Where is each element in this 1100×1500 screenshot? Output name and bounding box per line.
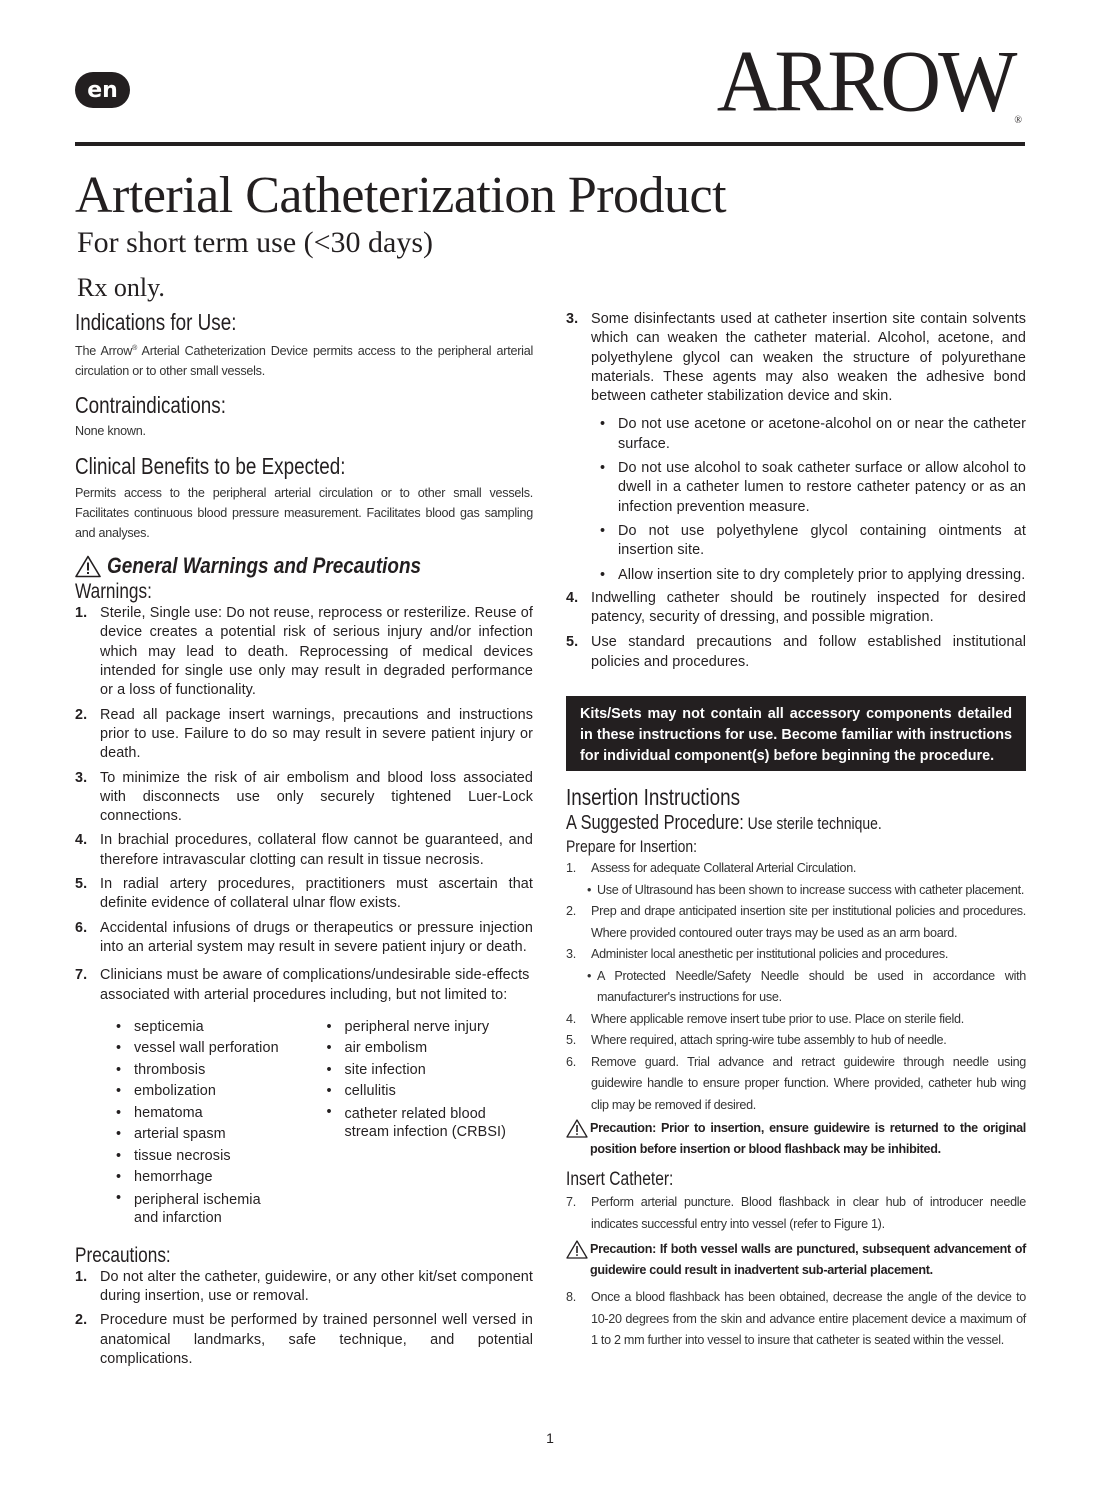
list-item: 1. Do not alter the catheter, guidewire, or any other kit/set component during insertion, use or removal. (75, 1268, 533, 1305)
header-rule (75, 142, 1025, 146)
list-item: • tissue necrosis (112, 1146, 323, 1168)
warnings-heading: Warnings: (75, 580, 152, 604)
complications-list (112, 1017, 533, 1228)
list-item: • catheter related blood stream infection (CRBSI) (323, 1103, 513, 1142)
rx-only-note: Rx only. (77, 273, 165, 302)
list-item: 1. Sterile, Single use: Do not reuse, reprocess or resterilize. Reuse of device creates a potential risk of serious injury and/or infection which may lead to death. Reprocessing of medical devices intended for single use only may result in degraded performance or a loss of functionality. (75, 605, 533, 699)
warning-triangle-icon (566, 1240, 588, 1259)
list-item: • vessel wall perforation (112, 1038, 323, 1060)
list-item: • arterial spasm (112, 1124, 323, 1146)
insert-steps-continued (566, 1287, 1026, 1352)
list-item: 3. Administer local anesthetic per institutional policies and procedures. • A Protected Needle/Safety Needle should be used in accordance with manufacturer's instructions for use. (566, 944, 1026, 1009)
caution-guidewire: Precaution: Prior to insertion, ensure guidewire is returned to the original position before insertion or blood flashback may be inhibited. (566, 1118, 1026, 1160)
list-item: 2. Procedure must be performed by trained personnel well versed in anatomical landmarks, safe technique, and potential complications. (75, 1312, 533, 1368)
list-item: 3. Some disinfectants used at catheter insertion site contain solvents which can weaken the catheter material. Alcohol, acetone, and polyethylene glycol can weaken the structure of polyurethane materials. These agents may also weaken the adhesive bond between catheter stabilization device and skin. • Do not use acetone or acetone-alcohol on or near the catheter surface. • Do not use alcohol to soak catheter surface or allow alcohol to dwell in a catheter lumen to restore catheter patency or as an infection prevention measure. • Do not use polyethylene glycol containing ointments at insertion site. • Allow insertion site to dry completely prior to applying dressing. (566, 310, 1026, 585)
page-title: Arterial Catheterization Product (75, 167, 727, 224)
language-badge: en (75, 72, 130, 108)
right-column (566, 310, 1026, 1352)
list-item: • hematoma (112, 1103, 323, 1125)
list-item: 8. Once a blood flashback has been obtained, decrease the angle of the device to 10-20 degrees from the skin and advance entire placement device a maximum of 1 to 2 mm further into vessel to insure that catheter is seated within the vessel. (566, 1290, 1026, 1348)
list-item: 6. Accidental infusions of drugs or therapeutics or pressure injection into an arterial system may result in severe patient injury or death. (75, 919, 533, 955)
list-item: 5. Use standard precautions and follow established institutional policies and procedures. (566, 634, 1026, 670)
general-warnings-heading: General Warnings and Precautions (75, 553, 533, 579)
insert-catheter-heading: Insert Catheter: (566, 1169, 674, 1191)
list-item: 4. Where applicable remove insert tube prior to use. Place on sterile field. (566, 1011, 964, 1026)
left-column (75, 308, 533, 1369)
indications-text: The Arrow® Arterial Catheterization Device permits access to the peripheral arterial circulation or to other small vessels. (75, 344, 533, 379)
warning-triangle-icon (75, 555, 101, 578)
list-item: 3. To minimize the risk of air embolism and blood loss associated with disconnects use only securely tightened Luer-Lock connections. (75, 769, 533, 825)
list-item: • hemorrhage (112, 1167, 323, 1189)
list-item: 6. Remove guard. Trial advance and retract guidewire through needle using guidewire handle to ensure proper function. Where provided, catheter hub wing clip may be removed if desired. (566, 1054, 1026, 1112)
complications-left (112, 1017, 323, 1228)
step-1-bullets (583, 880, 1026, 902)
list-item: 5. Where required, attach spring-wire tube assembly to hub of needle. (566, 1033, 947, 1048)
contraindications-text: None known. (75, 424, 146, 439)
list-item: 4. In brachial procedures, collateral flow cannot be guaranteed, and therefore intravascular clotting can result in tissue necrosis. (75, 832, 533, 868)
insertion-steps (566, 858, 1026, 1116)
arrow-logo: ARROW® (716, 32, 1022, 131)
list-item: 2. Prep and drape anticipated insertion site per institutional policies and procedures. Where provided contoured outer trays may be used as an arm board. (566, 904, 1026, 940)
insert-steps (566, 1192, 1026, 1235)
precautions-list-left (75, 1268, 533, 1369)
list-item: • Allow insertion site to dry completely prior to applying dressing. (596, 566, 1026, 585)
suggested-procedure: A Suggested Procedure: Use sterile technique. (566, 812, 882, 835)
list-item: • embolization (112, 1081, 323, 1103)
complications-right (323, 1017, 534, 1228)
list-item: • site infection (323, 1060, 534, 1082)
list-item: • Do not use acetone or acetone-alcohol on or near the catheter surface. (596, 415, 1026, 454)
list-item: 2. Read all package insert warnings, precautions and instructions prior to use. Failure to do so may result in severe patient injury or death. (75, 706, 533, 762)
contraindications-heading: Contraindications: (75, 392, 226, 419)
list-item: • thrombosis (112, 1060, 323, 1082)
warnings-list (75, 604, 533, 1005)
list-item: • air embolism (323, 1038, 534, 1060)
insertion-heading: Insertion Instructions (566, 784, 741, 811)
prepare-heading: Prepare for Insertion: (566, 837, 697, 857)
list-item: 7. Perform arterial puncture. Blood flashback in clear hub of introducer needle indicates successful entry into vessel (refer to Figure 1). (566, 1195, 1026, 1231)
list-item: • cellulitis (323, 1081, 534, 1103)
list-item: 7. Clinicians must be aware of complications/undesirable side-effects associated with arterial procedures including, but not limited to: (75, 967, 530, 1003)
list-item: • peripheral ischemia and infarction (112, 1189, 287, 1228)
list-item: • Do not use alcohol to soak catheter surface or allow alcohol to dwell in a catheter lumen to restore catheter patency or as an infection prevention measure. (596, 459, 1026, 517)
step-3-bullets (583, 966, 1026, 1009)
warning-triangle-icon (566, 1119, 588, 1138)
list-item: 1. Assess for adequate Collateral Arterial Circulation. • Use of Ultrasound has been shown to increase success with catheter placement. (566, 858, 1026, 901)
benefits-heading: Clinical Benefits to be Expected: (75, 453, 346, 480)
caution-vessel-walls: Precaution: If both vessel walls are punctured, subsequent advancement of guidewire could result in inadvertent sub-arterial placement. (566, 1239, 1026, 1281)
benefits-text: Permits access to the peripheral arterial circulation or to other small vessels. Facilitates continuous blood pressure measurement. Facilitates blood gas sampling and analyses. (75, 486, 533, 541)
list-item: • Do not use polyethylene glycol containing ointments at insertion site. (596, 522, 1026, 561)
list-item: • septicemia (112, 1017, 323, 1039)
kits-notice-box: Kits/Sets may not contain all accessory components detailed in these instructions for use. Become familiar with instructions for individual component(s) before beginning the procedure. (566, 696, 1026, 771)
list-item: 4. Indwelling catheter should be routinely inspected for desired patency, security of dressing, and possible migration. (566, 589, 1026, 626)
page-subtitle: For short term use (<30 days) (77, 226, 434, 259)
precautions-list-right (566, 310, 1026, 672)
precautions-heading: Precautions: (75, 1243, 171, 1267)
precaution-3-bullets (596, 415, 1026, 584)
list-item: 5. In radial artery procedures, practitioners must ascertain that definite evidence of collateral ulnar flow exists. (75, 876, 533, 912)
indications-heading: Indications for Use: (75, 309, 237, 335)
list-item: • Use of Ultrasound has been shown to increase success with catheter placement. (583, 880, 1026, 902)
page-number: 1 (546, 1430, 554, 1446)
list-item: • A Protected Needle/Safety Needle should be used in accordance with manufacturer's instructions for use. (583, 966, 1026, 1009)
list-item: • peripheral nerve injury (323, 1017, 534, 1039)
